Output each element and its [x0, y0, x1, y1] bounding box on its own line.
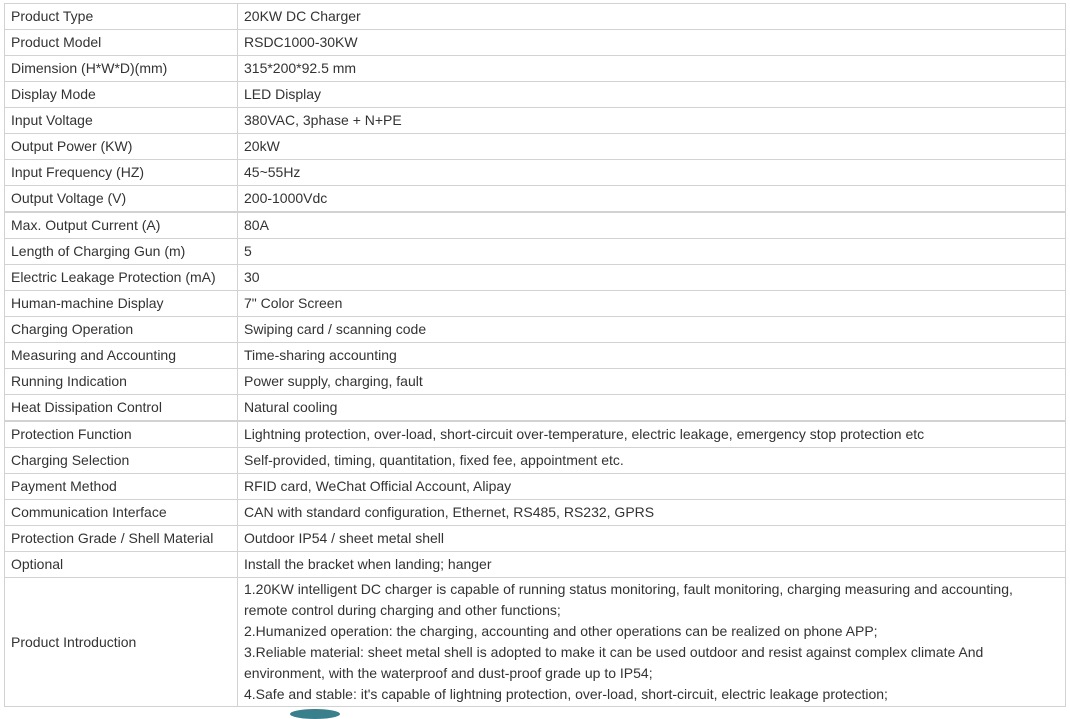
intro-line: environment, with the waterproof and dust-proof grade up to IP54;	[244, 665, 653, 681]
table-row	[5, 343, 1066, 369]
spec-value: Time-sharing accounting	[238, 343, 1066, 369]
table-row	[5, 421, 1066, 448]
table-row	[5, 108, 1066, 134]
spec-table	[4, 3, 1066, 707]
spec-label: Protection Function	[5, 421, 238, 448]
table-row	[5, 526, 1066, 552]
spec-label: Product Introduction	[5, 578, 238, 707]
table-row	[5, 552, 1066, 578]
spec-label: Human-machine Display	[5, 291, 238, 317]
table-row-introduction	[5, 578, 1066, 707]
table-row	[5, 317, 1066, 343]
spec-label: Communication Interface	[5, 500, 238, 526]
spec-label: Product Model	[5, 30, 238, 56]
spec-value: RFID card, WeChat Official Account, Alipay	[238, 474, 1066, 500]
spec-label: Dimension (H*W*D)(mm)	[5, 56, 238, 82]
intro-line: remote control during charging and other functions;	[244, 602, 561, 618]
spec-label: Protection Grade / Shell Material	[5, 526, 238, 552]
table-row	[5, 186, 1066, 213]
table-row	[5, 395, 1066, 422]
spec-label: Charging Selection	[5, 448, 238, 474]
spec-value: 315*200*92.5 mm	[238, 56, 1066, 82]
spec-label: Optional	[5, 552, 238, 578]
spec-value: 200-1000Vdc	[238, 186, 1066, 213]
table-row	[5, 474, 1066, 500]
spec-value: Swiping card / scanning code	[238, 317, 1066, 343]
table-row	[5, 30, 1066, 56]
spec-label: Charging Operation	[5, 317, 238, 343]
spec-label: Payment Method	[5, 474, 238, 500]
partial-image-edge	[290, 709, 340, 719]
intro-line: 3.Reliable material: sheet metal shell is adopted to make it can be used outdoor and resist against complex climate And	[244, 644, 984, 660]
spec-value: 20kW	[238, 134, 1066, 160]
spec-value: 80A	[238, 212, 1066, 239]
spec-value: 30	[238, 265, 1066, 291]
product-introduction	[238, 578, 1066, 707]
spec-value: Power supply, charging, fault	[238, 369, 1066, 395]
spec-value: 5	[238, 239, 1066, 265]
spec-label: Input Voltage	[5, 108, 238, 134]
table-row	[5, 239, 1066, 265]
intro-line: 2.Humanized operation: the charging, accounting and other operations can be realized on phone APP;	[244, 623, 878, 639]
spec-label: Output Voltage (V)	[5, 186, 238, 213]
spec-label: Product Type	[5, 4, 238, 30]
table-row	[5, 82, 1066, 108]
spec-value: 7" Color Screen	[238, 291, 1066, 317]
spec-value: CAN with standard configuration, Ethernet, RS485, RS232, GPRS	[238, 500, 1066, 526]
spec-label: Max. Output Current (A)	[5, 212, 238, 239]
intro-line: 4.Safe and stable: it's capable of lightning protection, over-load, short-circuit, electric leakage protection;	[244, 686, 888, 702]
table-row	[5, 4, 1066, 30]
table-row	[5, 291, 1066, 317]
spec-value: 380VAC, 3phase + N+PE	[238, 108, 1066, 134]
table-row	[5, 56, 1066, 82]
spec-value: Outdoor IP54 / sheet metal shell	[238, 526, 1066, 552]
spec-label: Heat Dissipation Control	[5, 395, 238, 422]
spec-label: Running Indication	[5, 369, 238, 395]
table-row	[5, 448, 1066, 474]
intro-line: 1.20KW intelligent DC charger is capable of running status monitoring, fault monitoring, charging measuring and accounting,	[244, 581, 1013, 597]
spec-value: RSDC1000-30KW	[238, 30, 1066, 56]
table-row	[5, 369, 1066, 395]
spec-value: Self-provided, timing, quantitation, fixed fee, appointment etc.	[238, 448, 1066, 474]
table-row	[5, 134, 1066, 160]
spec-label: Measuring and Accounting	[5, 343, 238, 369]
spec-value: Natural cooling	[238, 395, 1066, 422]
spec-label: Input Frequency (HZ)	[5, 160, 238, 186]
table-row	[5, 160, 1066, 186]
spec-value: Lightning protection, over-load, short-circuit over-temperature, electric leakage, emergency stop protection etc	[238, 421, 1066, 448]
spec-label: Length of Charging Gun (m)	[5, 239, 238, 265]
spec-value: LED Display	[238, 82, 1066, 108]
table-row	[5, 212, 1066, 239]
spec-label: Display Mode	[5, 82, 238, 108]
table-row	[5, 265, 1066, 291]
spec-value: Install the bracket when landing; hanger	[238, 552, 1066, 578]
table-row	[5, 500, 1066, 526]
spec-label: Output Power (KW)	[5, 134, 238, 160]
spec-value: 20KW DC Charger	[238, 4, 1066, 30]
spec-label: Electric Leakage Protection (mA)	[5, 265, 238, 291]
spec-value: 45~55Hz	[238, 160, 1066, 186]
